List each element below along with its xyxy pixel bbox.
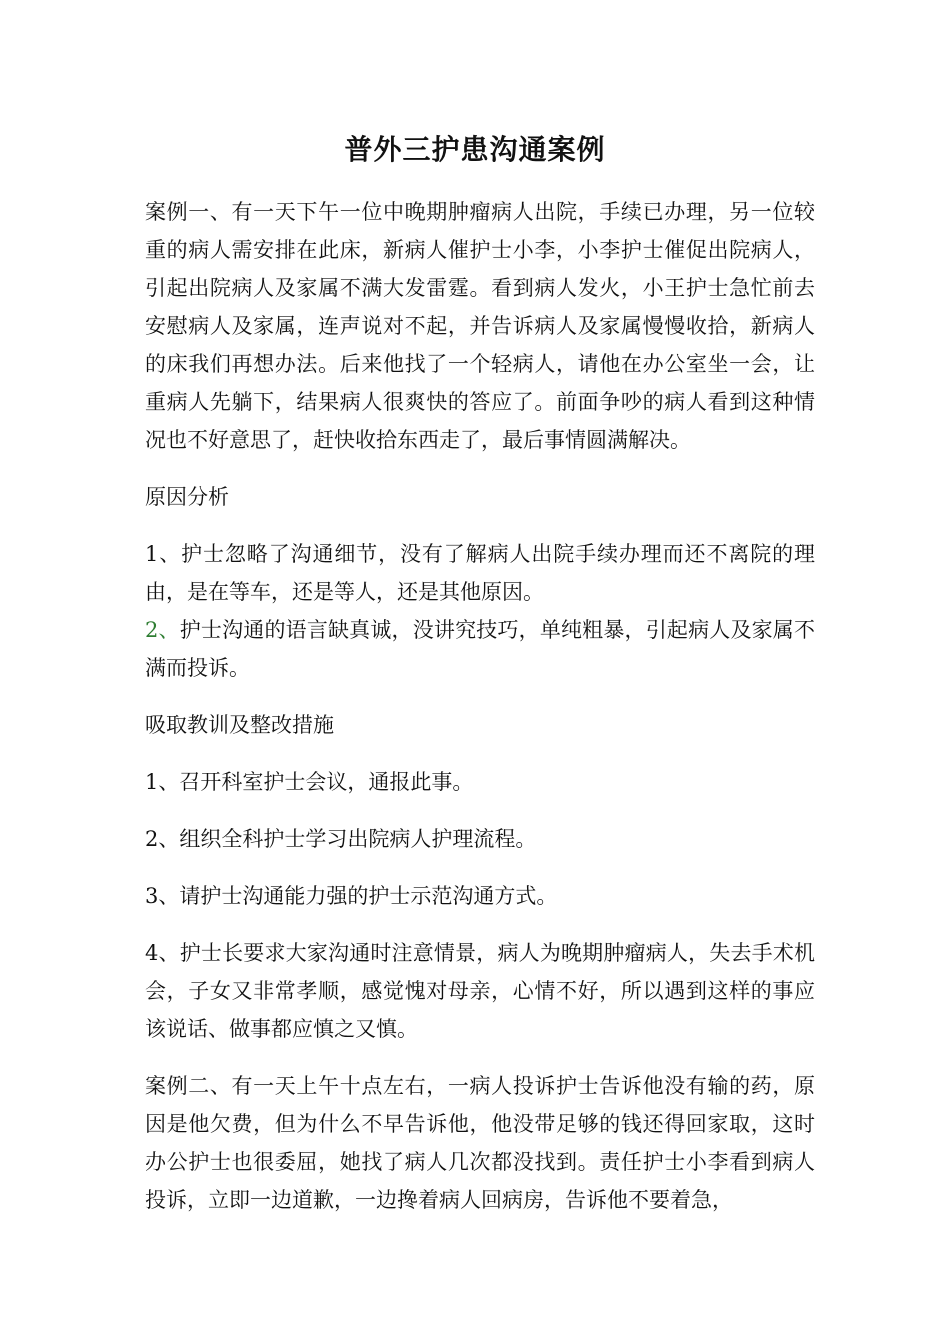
- document-body: [145, 193, 815, 1238]
- measure-item-3: 3、请护士沟通能力强的护士示范沟通方式。: [145, 884, 558, 908]
- document-title: 普外三护患沟通案例: [344, 133, 606, 166]
- cause-item-2-text: 护士沟通的语言缺真诚，没讲究技巧，单纯粗暴，引起病人及家属不满而投诉。: [145, 618, 815, 680]
- cause-item-2: [145, 611, 815, 687]
- case-two-paragraph: 案例二、有一天上午十点左右，一病人投诉护士告诉他没有输的药，原因是他欠费，但为什么不早告诉他，他没带足够的钱还得回家取，这时办公护士也很委屈，她找了病人几次都没找到。责任护士小李看到病人投诉，立即一边道歉，一边搀着病人回病房，告诉他不要着急，: [145, 1074, 815, 1212]
- measure-item-1: 1、召开科室护士会议，通报此事。: [145, 770, 474, 794]
- lessons-heading: 吸取教训及整改措施: [145, 713, 334, 737]
- cause-item-2-number: 2、: [145, 618, 180, 642]
- measure-item-4: 4、护士长要求大家沟通时注意情景，病人为晚期肿瘤病人，失去手术机会，子女又非常孝顺，感觉愧对母亲，心情不好，所以遇到这样的事应该说话、做事都应慎之又慎。: [145, 941, 815, 1041]
- cause-item-1: 1、护士忽略了沟通细节，没有了解病人出院手续办理而还不离院的理由，是在等车，还是等人，还是其他原因。: [145, 542, 815, 604]
- cause-analysis-heading: 原因分析: [145, 485, 229, 509]
- measure-item-2: 2、组织全科护士学习出院病人护理流程。: [145, 827, 537, 851]
- case-one-paragraph: 案例一、有一天下午一位中晚期肿瘤病人出院，手续已办理，另一位较重的病人需安排在此床，新病人催护士小李，小李护士催促出院病人，引起出院病人及家属不满大发雷霆。看到病人发火，小王护士急忙前去安慰病人及家属，连声说对不起，并告诉病人及家属慢慢收拾，新病人的床我们再想办法。后来他找了一个轻病人，请他在办公室坐一会，让重病人先躺下，结果病人很爽快的答应了。前面争吵的病人看到这种情况也不好意思了，赶快收拾东西走了，最后事情圆满解决。: [145, 200, 815, 452]
